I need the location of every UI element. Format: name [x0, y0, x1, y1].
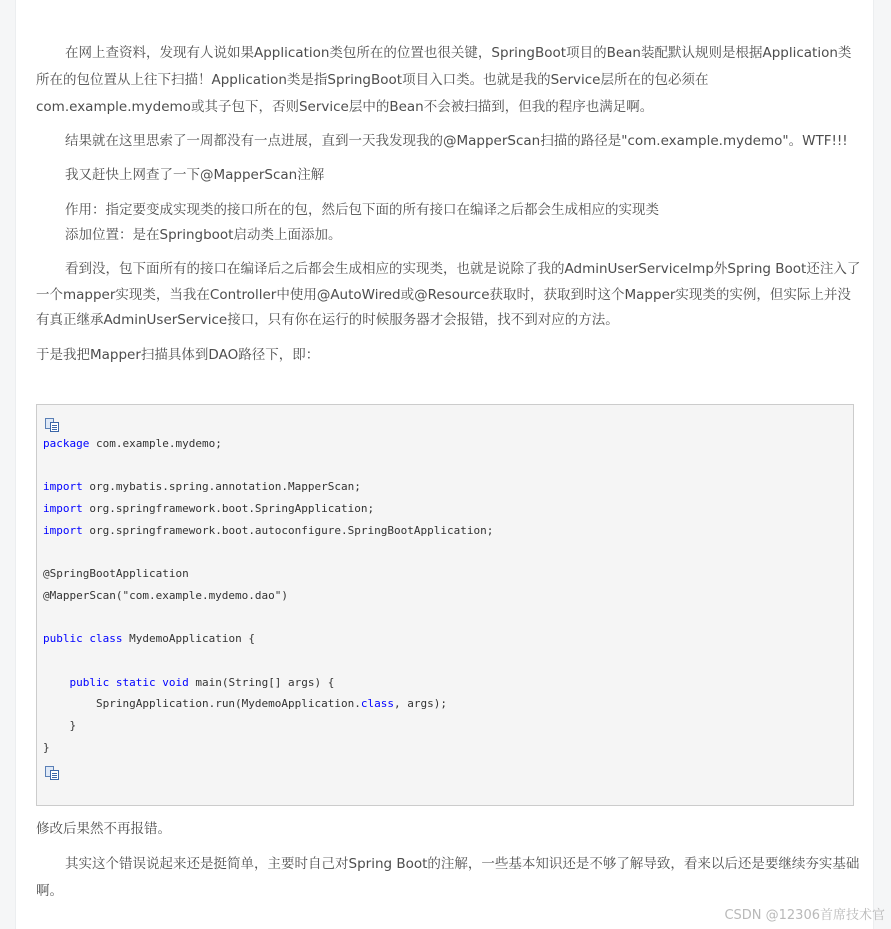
code-keyword: import: [43, 523, 83, 537]
code-annotation: @MapperScan("com.example.mydemo.dao"): [43, 588, 289, 602]
code-line: SpringApplication.run(MydemoApplication.: [95, 697, 361, 711]
copy-code-icon[interactable]: [44, 417, 60, 433]
code-line: org.mybatis.spring.annotation.MapperScan;: [82, 480, 361, 494]
code-annotation: @SpringBootApplication: [43, 567, 189, 581]
code-line: }: [43, 740, 50, 754]
paragraph-7: 修改后果然不再报错。: [36, 821, 171, 837]
paragraph-4a: 作用：指定要变成实现类的接口所在的包，然后包下面的所有接口在编译之后都会生成相应的实现类: [65, 202, 659, 218]
paragraph-8: 其实这个错误说起来还是挺简单，主要时自己对Spring Boot的注解，一些基本知识还是不够了解导致，看来以后还是要继续夯实基础啊。: [36, 856, 860, 899]
code-line: MydemoApplication {: [122, 632, 255, 646]
code-line: org.springframework.boot.autoconfigure.SpringBootApplication;: [82, 523, 494, 537]
paragraph-4b: 添加位置：是在Springboot启动类上面添加。: [65, 227, 342, 243]
code-line: , args);: [394, 697, 447, 711]
code-line: main(String[] args) {: [188, 675, 335, 689]
code-keyword: public class: [43, 632, 123, 646]
code-keyword: public static void: [69, 675, 189, 689]
code-block: [36, 404, 854, 806]
code-line: org.springframework.boot.SpringApplication;: [82, 502, 375, 516]
paragraph-1: 在网上查资料，发现有人说如果Application类包所在的位置也很关键，SpringBoot项目的Bean装配默认规则是根据Application类所在的包位置从上往下扫描！Application类是指SpringBoot项目入口类。也就是我的Service层所在的包必须在com.example.mydemo或其子包下，否则Service层中的Bean不会被扫描到，但我的程序也满足啊。: [36, 45, 852, 115]
code-keyword: package: [43, 437, 90, 450]
csdn-watermark: CSDN @12306首席技术官: [724, 908, 885, 923]
paragraph-3: 我又赶快上网查了一下@MapperScan注解: [65, 167, 325, 183]
code-keyword: import: [43, 502, 83, 516]
code-keyword: import: [43, 480, 83, 494]
code-line: }: [69, 719, 77, 733]
code-text: [43, 433, 853, 759]
code-keyword: class: [360, 697, 395, 711]
paragraph-2: 结果就在这里思索了一周都没有一点进展，直到一天我发现我的@MapperScan扫描的路径是"com.example.mydemo"。WTF!!!: [65, 133, 848, 149]
paragraph-6: 于是我把Mapper扫描具体到DAO路径下，即：: [36, 346, 320, 363]
copy-code-icon[interactable]: [44, 765, 60, 781]
article-body: [15, 0, 874, 929]
code-line: com.example.mydemo;: [89, 437, 222, 450]
paragraph-5: 看到没，包下面所有的接口在编译后之后都会生成相应的实现类，也就是说除了我的AdminUserServiceImp外Spring Boot还注入了一个mapper实现类，当我在Controller中使用@AutoWired或@Resource获取时，获取到时这个Mapper实现类的实例，但实际上并没有真正继承AdminUserService接口，只有你在运行的时候服务器才会报错，找不到对应的方法。: [36, 261, 861, 328]
article-content: [36, 40, 861, 369]
